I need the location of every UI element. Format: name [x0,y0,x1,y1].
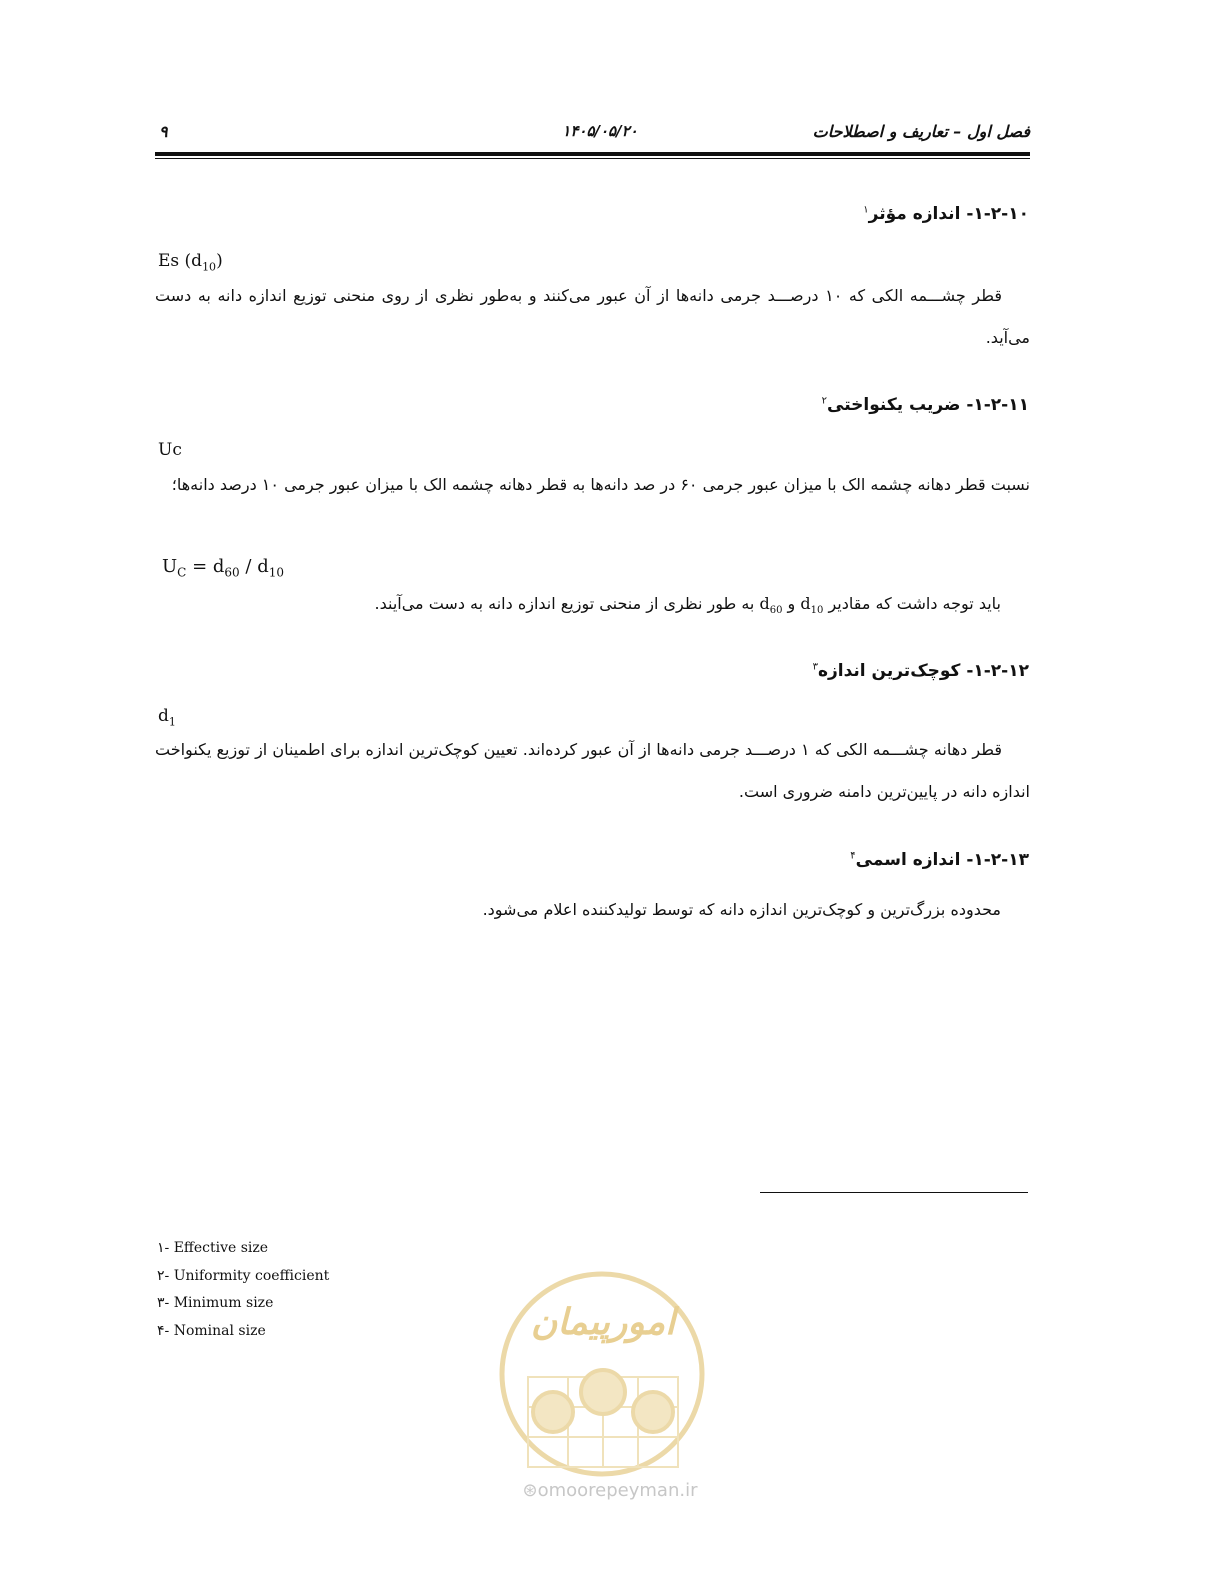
footnote-ref: ۱ [863,204,869,216]
footnote-3: ۳- Minimum size [157,1295,274,1311]
footnote-ref: ۳ [812,661,818,673]
footnotes [157,1240,329,1350]
paragraph-minimum-size [155,729,1030,813]
symbol-es-d10 [158,251,223,273]
note-and: و [787,594,796,613]
section-heading-nominal-size [850,850,1029,870]
d10-sub: 10 [810,605,824,617]
footnote-ref: ۴ [850,850,856,862]
symbol-text: d [158,706,169,726]
heading-text: ۱-۲-۱۱- ضریب یکنواختی [827,395,1029,415]
watermark-logo-icon [498,1262,708,1512]
paragraph-text: محدوده بزرگ‌ترین و کوچک‌ترین اندازه دانه که توسط تولیدکننده اعلام می‌شود. [482,900,1001,919]
paragraph-uniformity-coefficient [155,464,1030,506]
watermark-globe-icon: ⊛ [522,1480,538,1501]
formula-d60-sub: 60 [224,565,240,580]
heading-text: ۱-۲-۱۰- اندازه مؤثر [868,204,1029,224]
header-date: ۱۴۰۵/۰۵/۲۰ [562,122,638,140]
formula-d10-sub: 10 [268,565,285,580]
footnote-ref: ۲ [821,395,828,407]
note-post: به طور نظری از منحنی توزیع اندازه دانه به دست می‌آیند. [374,594,755,613]
symbol-sub: 10 [202,260,217,274]
symbol-end: ) [216,251,223,271]
paragraph-text: قطر دهانه چشـــمه الکی که ۱ درصـــد جرمی دانه‌ها از آن عبور کرده‌اند. تعیین کوچک‌ترین اندازه برای اطمینان از توزیع یکنواخت اندازه دانه در پایین‌ترین دامنه ضروری است. [155,740,1030,801]
header-rule-thin [155,158,1030,159]
chapter-title: فصل اول – تعاریف و اصطلاحات [812,122,1030,141]
formula-lhs-sub: C [177,565,187,580]
footnote-2: ۲- Uniformity coefficient [157,1267,330,1284]
note-d60 [759,594,783,617]
d10-base: d [800,594,811,613]
note-pre: باید توجه داشت که مقادیر [828,594,1001,613]
section-heading-minimum-size [813,661,1029,681]
note-d10-d60 [375,594,1002,616]
symbol-text: Uc [158,440,182,460]
symbol-text: Es (d [158,251,203,271]
heading-text: ۱-۲-۱۳- اندازه اسمی [855,850,1029,870]
footnote-1: ۱- Effective size [157,1240,269,1256]
section-heading-effective-size [863,204,1029,224]
d60-base: d [759,594,770,613]
symbol-uc [158,440,182,460]
symbol-d1 [158,706,176,728]
symbol-sub: 1 [168,715,176,729]
footnote-4: ۴- Nominal size [157,1322,266,1339]
page-header [155,118,1030,148]
paragraph-effective-size [155,275,1030,359]
watermark-logo-text: امورپیمان [530,1302,676,1343]
header-rule-thick [155,152,1030,156]
formula-uc [162,556,284,580]
paragraph-text: قطر چشـــمه الکی که ۱۰ درصـــد جرمی دانه‌ها از آن عبور می‌کنند و به‌طور نظری از روی منحنی توزیع اندازه دانه به دست می‌آید. [155,286,1030,347]
heading-text: ۱-۲-۱۲- کوچک‌ترین اندازه [817,661,1029,681]
d60-sub: 60 [769,605,783,617]
watermark-url [510,1480,710,1501]
watermark-url-text: omoorepeyman.ir [537,1480,698,1501]
section-heading-uniformity-coefficient [822,395,1029,415]
formula-slash: / d [239,556,269,577]
formula-eq: = d [186,556,225,577]
formula-lhs: U [162,556,178,577]
page-number: ۹ [159,122,168,141]
note-d10 [800,594,824,617]
paragraph-text: نسبت قطر دهانه چشمه الک با میزان عبور جرمی ۶۰ در صد دانه‌ها به قطر دهانه چشمه الک با میزان عبور جرمی ۱۰ درصد دانه‌ها؛ [171,475,1030,494]
footnote-separator [760,1192,1028,1193]
paragraph-nominal-size [483,900,1001,919]
